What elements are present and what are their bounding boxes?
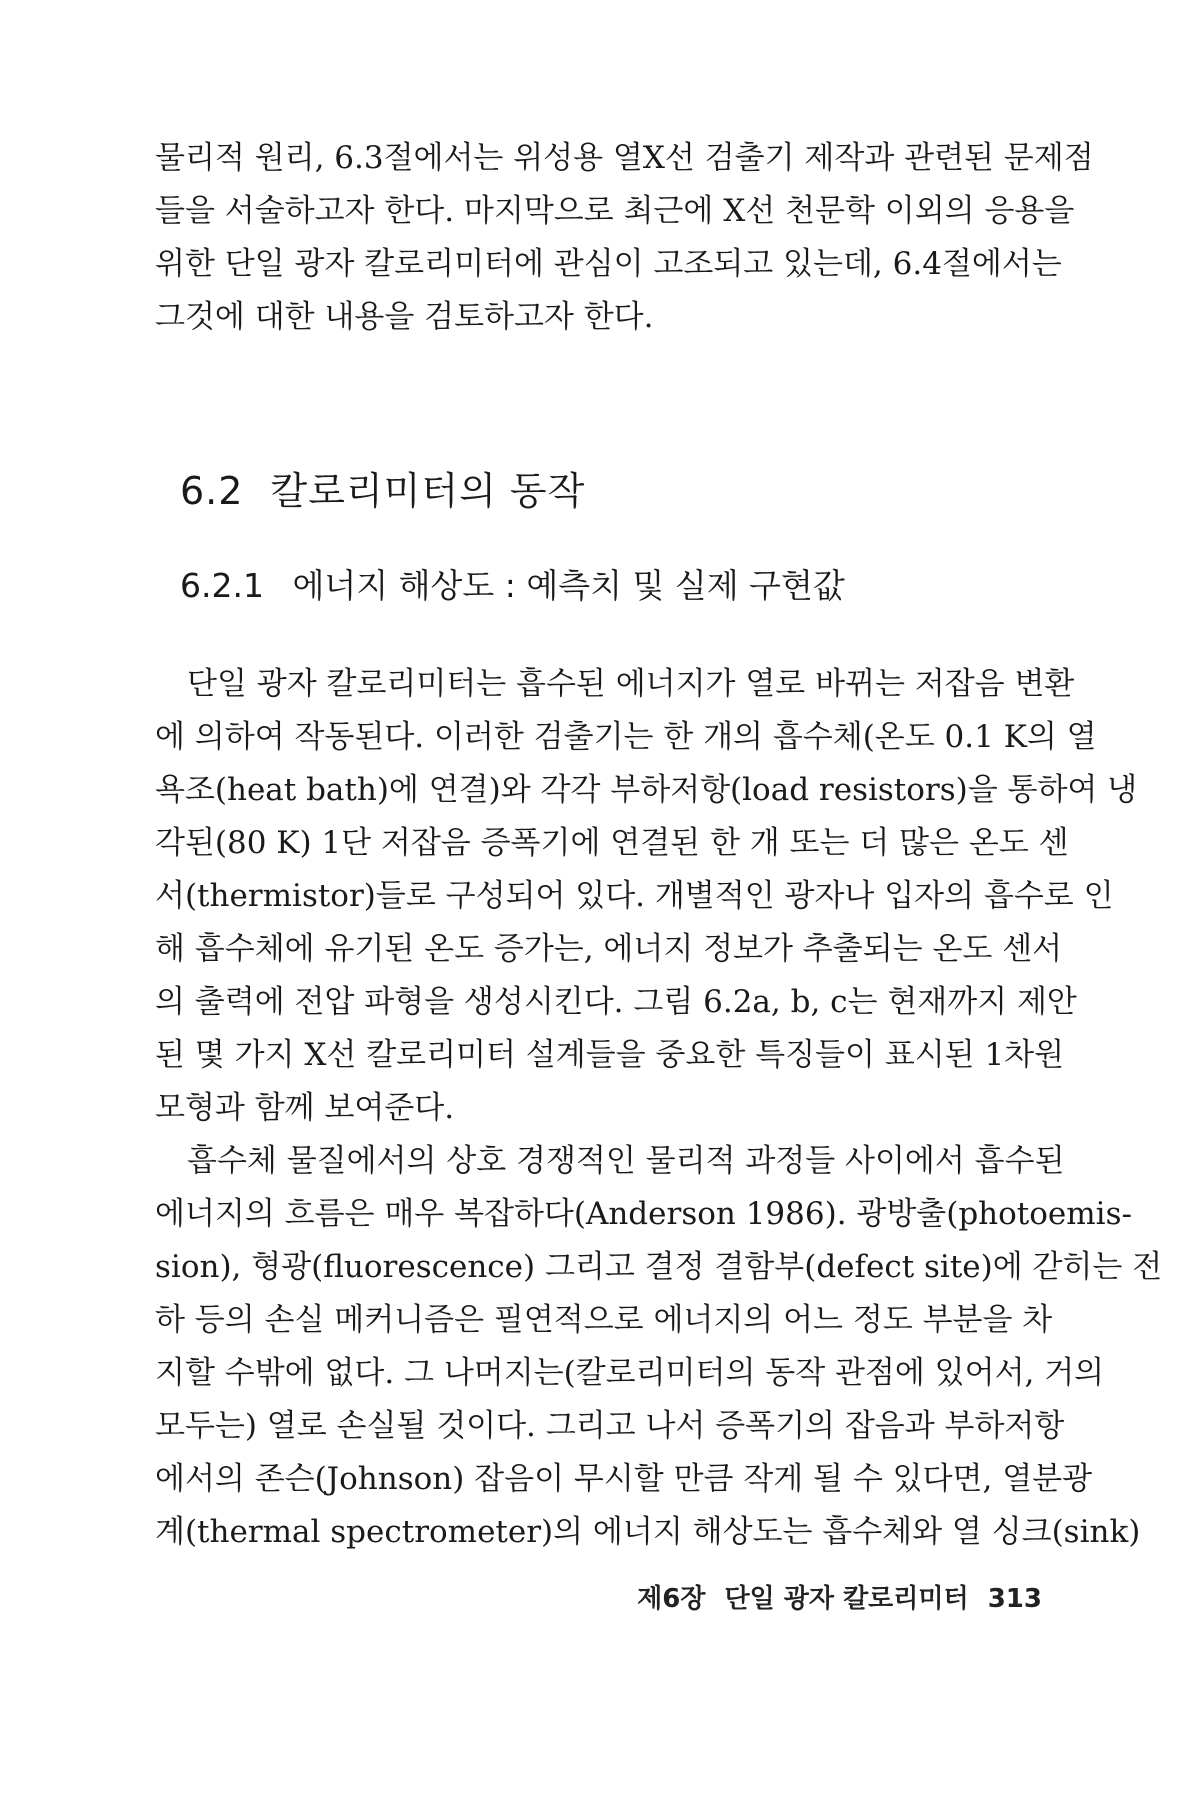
intro-paragraph bbox=[155, 132, 1094, 344]
paragraph-line: 단일 광자 칼로리미터는 흡수된 에너지가 열로 바뀌는 저잡음 변환 bbox=[187, 666, 1075, 702]
section-heading bbox=[180, 460, 585, 515]
paragraph-line: 욕조(heat bath)에 연결)와 각각 부하저항(load resistors)을 통하여 냉 bbox=[155, 772, 1138, 808]
subsection-number: 6.2.1 bbox=[180, 566, 264, 605]
intro-line: 그것에 대한 내용을 검토하고자 한다. bbox=[155, 299, 654, 335]
paragraph-line: 에너지의 흐름은 매우 복잡하다(Anderson 1986). 광방출(photoemis- bbox=[155, 1196, 1132, 1232]
paragraph-line: 에서의 존슨(Johnson) 잡음이 무시할 만큼 작게 될 수 있다면, 열분광 bbox=[155, 1461, 1093, 1497]
footer-chapter: 제6장 bbox=[637, 1584, 706, 1614]
paragraph-line: sion), 형광(fluorescence) 그리고 결정 결함부(defect site)에 갇히는 전 bbox=[155, 1249, 1163, 1285]
section-number: 6.2 bbox=[180, 469, 244, 513]
intro-line: 물리적 원리, 6.3절에서는 위성용 열X선 검출기 제작과 관련된 문제점 bbox=[155, 140, 1094, 176]
paragraph-line: 해 흡수체에 유기된 온도 증가는, 에너지 정보가 추출되는 온도 센서 bbox=[155, 931, 1063, 967]
footer-chapter-title: 단일 광자 칼로리미터 bbox=[724, 1584, 969, 1614]
paragraph-line: 하 등의 손실 메커니즘은 필연적으로 에너지의 어느 정도 부분을 차 bbox=[155, 1302, 1053, 1338]
paragraph-line: 서(thermistor)들로 구성되어 있다. 개별적인 광자나 입자의 흡수로 인 bbox=[155, 878, 1114, 914]
paragraph-line: 흡수체 물질에서의 상호 경쟁적인 물리적 과정들 사이에서 흡수된 bbox=[187, 1143, 1065, 1179]
section-title: 칼로리미터의 동작 bbox=[270, 469, 586, 513]
body-paragraph-2 bbox=[155, 1135, 1163, 1559]
paragraph-line: 된 몇 가지 X선 칼로리미터 설계들을 중요한 특징들이 표시된 1차원 bbox=[155, 1037, 1065, 1073]
paragraph-line: 각된(80 K) 1단 저잡음 증폭기에 연결된 한 개 또는 더 많은 온도 센 bbox=[155, 825, 1069, 861]
page-number: 313 bbox=[987, 1584, 1042, 1614]
paragraph-line: 모두는) 열로 손실될 것이다. 그리고 나서 증폭기의 잡음과 부하저항 bbox=[155, 1408, 1065, 1444]
intro-line: 들을 서술하고자 한다. 마지막으로 최근에 X선 천문학 이외의 응용을 bbox=[155, 193, 1075, 229]
paragraph-line: 모형과 함께 보여준다. bbox=[155, 1090, 455, 1126]
intro-line: 위한 단일 광자 칼로리미터에 관심이 고조되고 있는데, 6.4절에서는 bbox=[155, 246, 1062, 282]
paragraph-line: 지할 수밖에 없다. 그 나머지는(칼로리미터의 동작 관점에 있어서, 거의 bbox=[155, 1355, 1105, 1391]
paragraph-line: 계(thermal spectrometer)의 에너지 해상도는 흡수체와 열 싱크(sink) bbox=[155, 1514, 1141, 1550]
body-paragraph-1 bbox=[155, 658, 1138, 1135]
paragraph-line: 의 출력에 전압 파형을 생성시킨다. 그림 6.2a, b, c는 현재까지 제안 bbox=[155, 984, 1077, 1020]
subsection-title: 에너지 해상도 : 예측치 및 실제 구현값 bbox=[292, 566, 845, 605]
running-footer bbox=[627, 1578, 1042, 1615]
subsection-heading bbox=[180, 560, 845, 607]
paragraph-line: 에 의하여 작동된다. 이러한 검출기는 한 개의 흡수체(온도 0.1 K의 열 bbox=[155, 719, 1097, 755]
